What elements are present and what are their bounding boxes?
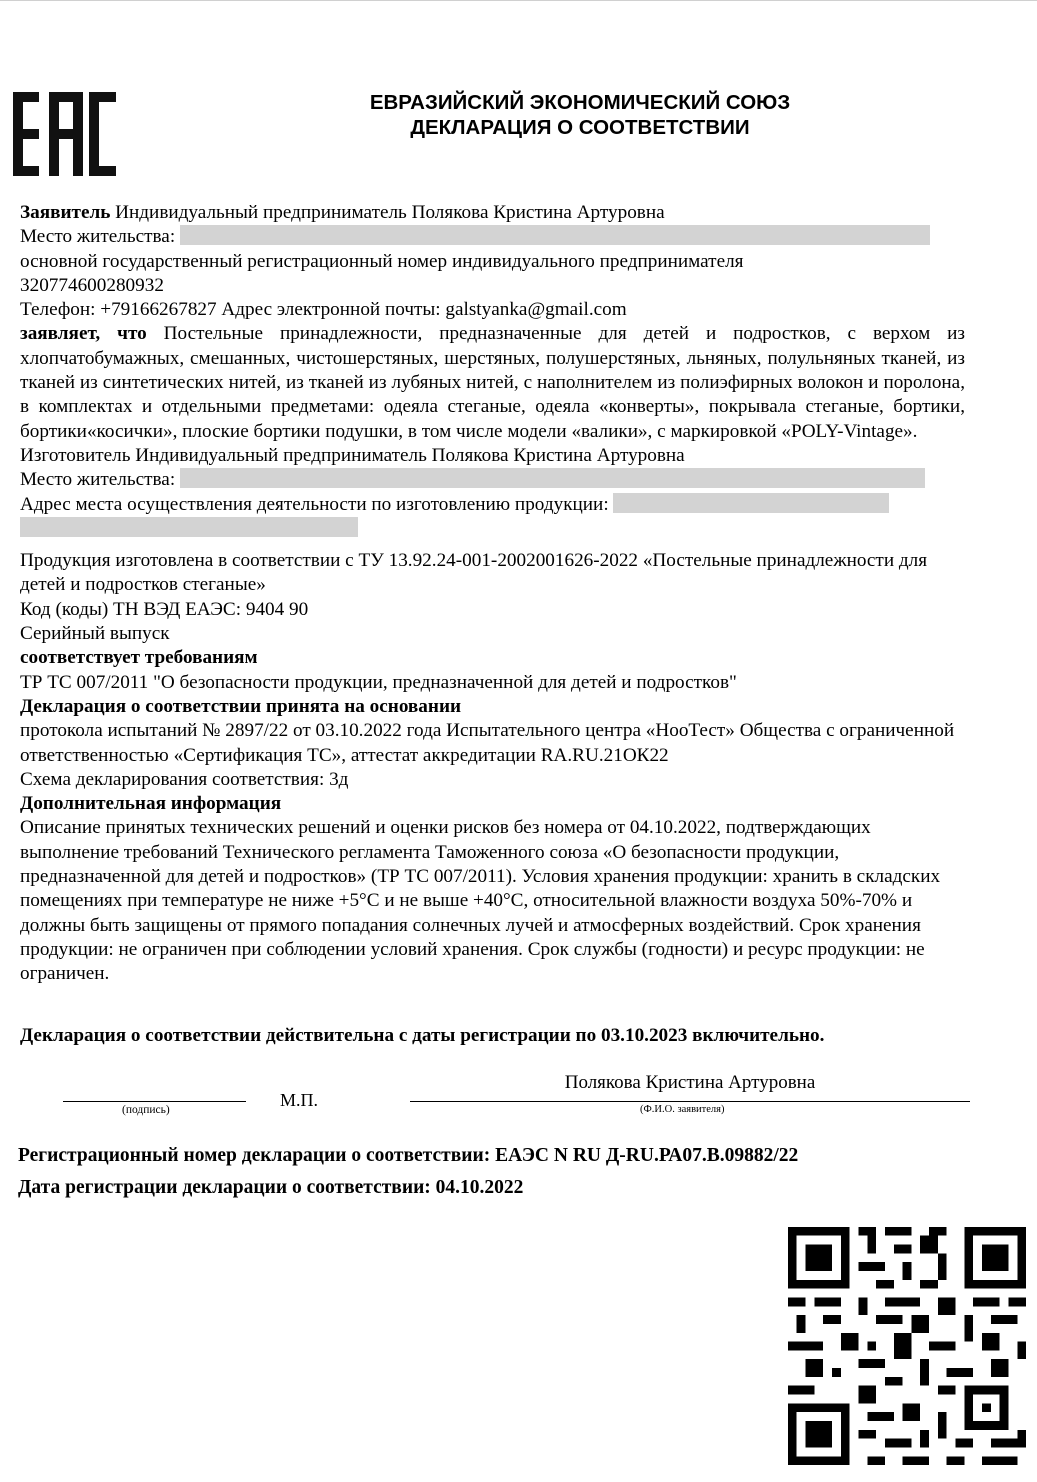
declaration-title: ДЕКЛАРАЦИЯ О СООТВЕТСТВИИ: [410, 116, 750, 139]
applicant-contacts: Телефон: +79166267827 Адрес электронной почты: galstyanka@gmail.com: [20, 299, 627, 321]
requirements-label: соответствует требованиям: [20, 647, 258, 669]
additional-label: Дополнительная информация: [20, 793, 282, 815]
manufacturer-line: Изготовитель Индивидуальный предприниматель Полякова Кристина Артуровна: [20, 444, 685, 466]
redacted-address: [180, 468, 925, 488]
declares-label: заявляет, что: [20, 323, 147, 345]
declares-paragraph: [20, 322, 965, 443]
applicant-fio: Полякова Кристина Артуровна: [564, 1072, 816, 1093]
signature-label: (подпись): [122, 1104, 170, 1116]
product-standard: Продукция изготовлена в соответствии с ТУ 13.92.24-001-2002001626-2022 «Постельные принадлежности для детей и подростков стеганые»: [20, 550, 928, 596]
eac-logo: [10, 82, 120, 188]
qr-code-icon: [779, 1218, 1035, 1474]
registration-number: Регистрационный номер декларации о соответствии: ЕАЭС N RU Д-RU.РА07.В.09882/22: [18, 1145, 799, 1166]
applicant-label: Заявитель: [20, 202, 111, 223]
redacted-address: [613, 493, 889, 513]
document-header: [200, 90, 960, 140]
manufacturer-residence: [20, 468, 965, 492]
applicant-ogrn-text: основной государственный регистрационный номер индивидуального предпринимателя: [20, 250, 744, 272]
product-code: Код (коды) ТН ВЭД ЕАЭС: 9404 90: [20, 598, 309, 620]
registration-date: Дата регистрации декларации о соответствии: 04.10.2022: [18, 1177, 524, 1198]
activity-address: [20, 493, 965, 517]
activity-address-label: Адрес места осуществления деятельности по изготовлению продукции:: [20, 493, 609, 515]
requirements-text: ТР ТС 007/2011 "О безопасности продукции, предназначенной для детей и подростков": [20, 671, 737, 693]
applicant-residence-label: Место жительства:: [20, 226, 176, 248]
activity-address-cont: [20, 517, 965, 541]
redacted-address: [20, 517, 358, 537]
additional-text: Описание принятых технических решений и оценки рисков без номера от 04.10.2022, подтверждающих выполнение требований Технического регламента Таможенного союза «О безопасности продукции, предназначенной для детей и подростков» (ТР ТС 007/2011). Условия хранения продукции: хранить в складских помещениях при температуре не ниже +5°С и не выше +40°С, относительной влажности воздуха 50%-70% и должны быть защищены от прямого попадания солнечных лучей и атмосферных воздействий. Срок хранения продукции: не ограничен при соблюдении условий хранения. Срок службы (годности) и ресурс продукции: не ограничен.: [20, 817, 941, 985]
applicant-ogrn: 320774600280932: [20, 274, 164, 296]
fio-label: (Ф.И.О. заявителя): [640, 1104, 725, 1115]
redacted-address: [180, 225, 930, 245]
applicant-residence: [20, 225, 965, 249]
union-title: ЕВРАЗИЙСКИЙ ЭКОНОМИЧЕСКИЙ СОЮЗ: [369, 91, 791, 114]
declaration-body: [20, 201, 965, 987]
basis-text: протокола испытаний № 2897/22 от 03.10.2022 года Испытательного центра «НооТест» Общества с ограниченной ответственностью «Сертификация ТС», аттестат аккредитации RA.RU.21ОК22: [20, 720, 955, 766]
spacer: [20, 541, 965, 549]
manufacturer-residence-label: Место жительства:: [20, 469, 176, 491]
product-series: Серийный выпуск: [20, 623, 170, 645]
basis-label: Декларация о соответствии принята на основании: [20, 695, 462, 717]
basis-scheme: Схема декларирования соответствия: 3д: [20, 768, 349, 790]
applicant-line: [20, 201, 965, 225]
applicant-name: Индивидуальный предприниматель Полякова Кристина Артуровна: [115, 202, 665, 223]
page-top-border: [0, 0, 1037, 1]
declares-text: Постельные принадлежности, предназначенные для детей и подростков, с верхом из хлопчатобумажных, смешанных, чистошерстяных, шерстяных, полушерстяных, льняных, полульняных тканей, из тканей из синтетических нитей, из тканей из лубяных нитей, с наполнителем из полиэфирных волокон и поролона, в комплектах и отдельными предметами: одеяла стеганые, одеяла «конверты», покрывала стеганые, бортики, бортики«косички», плоские бортики подушки, в том числе модели «валики», с маркировкой «POLY-Vintage».: [20, 323, 965, 442]
signature-line: [63, 1101, 246, 1102]
stamp-label: М.П.: [280, 1090, 319, 1110]
fio-line: [410, 1101, 970, 1102]
validity-statement: Декларация о соответствии действительна с даты регистрации по 03.10.2023 включительно.: [20, 1025, 825, 1046]
